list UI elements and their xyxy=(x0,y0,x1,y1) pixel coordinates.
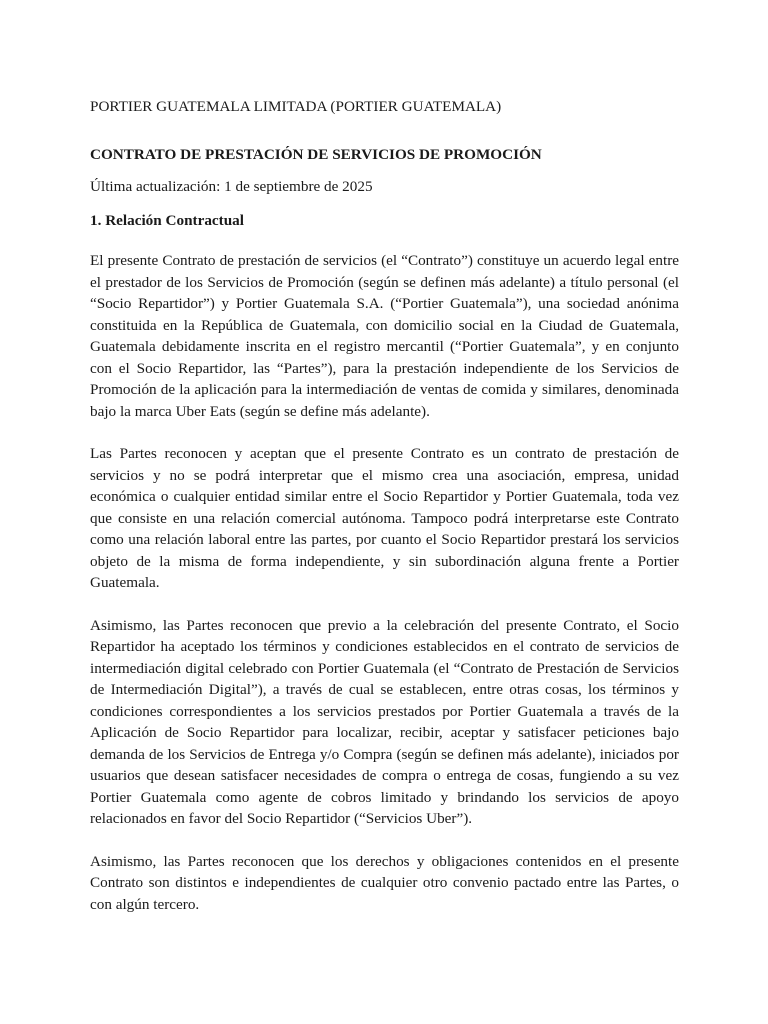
company-name: PORTIER GUATEMALA LIMITADA (PORTIER GUATEMALA) xyxy=(90,98,502,115)
paragraph-contractual-relation: El presente Contrato de prestación de servicios (el “Contrato”) constituye un acuerdo legal entre el prestador de los Servicios de Promoción (según se definen más adelante) a título personal (el “Socio Repartidor”) y Portier Guatemala S.A. (“Portier Guatemala”), una sociedad anónima constituida en la República de Guatemala, con domicilio social en la Ciudad de Guatemala, Guatemala debidamente inscrita en el registro mercantil (“Portier Guatemala”, y en conjunto con el Socio Repartidor, las “Partes”), para la prestación independiente de los Servicios de Promoción de la aplicación para la intermediación de ventas de comida y similares, denominada bajo la marca Uber Eats (según se define más adelante). xyxy=(90,252,679,420)
paragraph-independent-rights: Asimismo, las Partes reconocen que los derechos y obligaciones contenidos en el presente Contrato son distintos e independientes de cualquier otro convenio pactado entre las Partes, o con algún tercero. xyxy=(90,852,679,913)
section-heading: 1. Relación Contractual xyxy=(90,212,244,229)
contract-title: CONTRATO DE PRESTACIÓN DE SERVICIOS DE PROMOCIÓN xyxy=(90,146,542,163)
paragraph-nature-of-contract: Las Partes reconocen y aceptan que el presente Contrato es un contrato de prestación de servicios y no se podrá interpretar que el mismo crea una asociación, empresa, unidad económica o cualquier entidad similar entre el Socio Repartidor y Portier Guatemala, toda vez que consiste en una relación comercial autónoma. Tampoco podrá interpretarse este Contrato como una relación laboral entre las partes, por cuanto el Socio Repartidor prestará los servicios objeto de la misma de forma independiente, y sin subordinación alguna frente a Portier Guatemala. xyxy=(90,445,679,591)
last-updated: Última actualización: 1 de septiembre de 2025 xyxy=(90,178,373,195)
paragraph-prior-agreement: Asimismo, las Partes reconocen que previo a la celebración del presente Contrato, el Socio Repartidor ha aceptado los términos y condiciones establecidos en el contrato de servicios de intermediación digital celebrado con Portier Guatemala (el “Contrato de Prestación de Servicios de Intermediación Digital”), a través de cual se establecen, entre otras cosas, los términos y condiciones correspondientes a los servicios prestados por Portier Guatemala a través de la Aplicación de Socio Repartidor para localizar, recibir, aceptar y satisfacer peticiones bajo demanda de los Servicios de Entrega y/o Compra (según se definen más adelante), iniciados por usuarios que desean satisfacer necesidades de compra o entrega de cosas, fungiendo a su vez Portier Guatemala como agente de cobros limitado y brindando los servicios de apoyo relacionados en favor del Socio Repartidor (“Servicios Uber”). xyxy=(90,616,679,827)
